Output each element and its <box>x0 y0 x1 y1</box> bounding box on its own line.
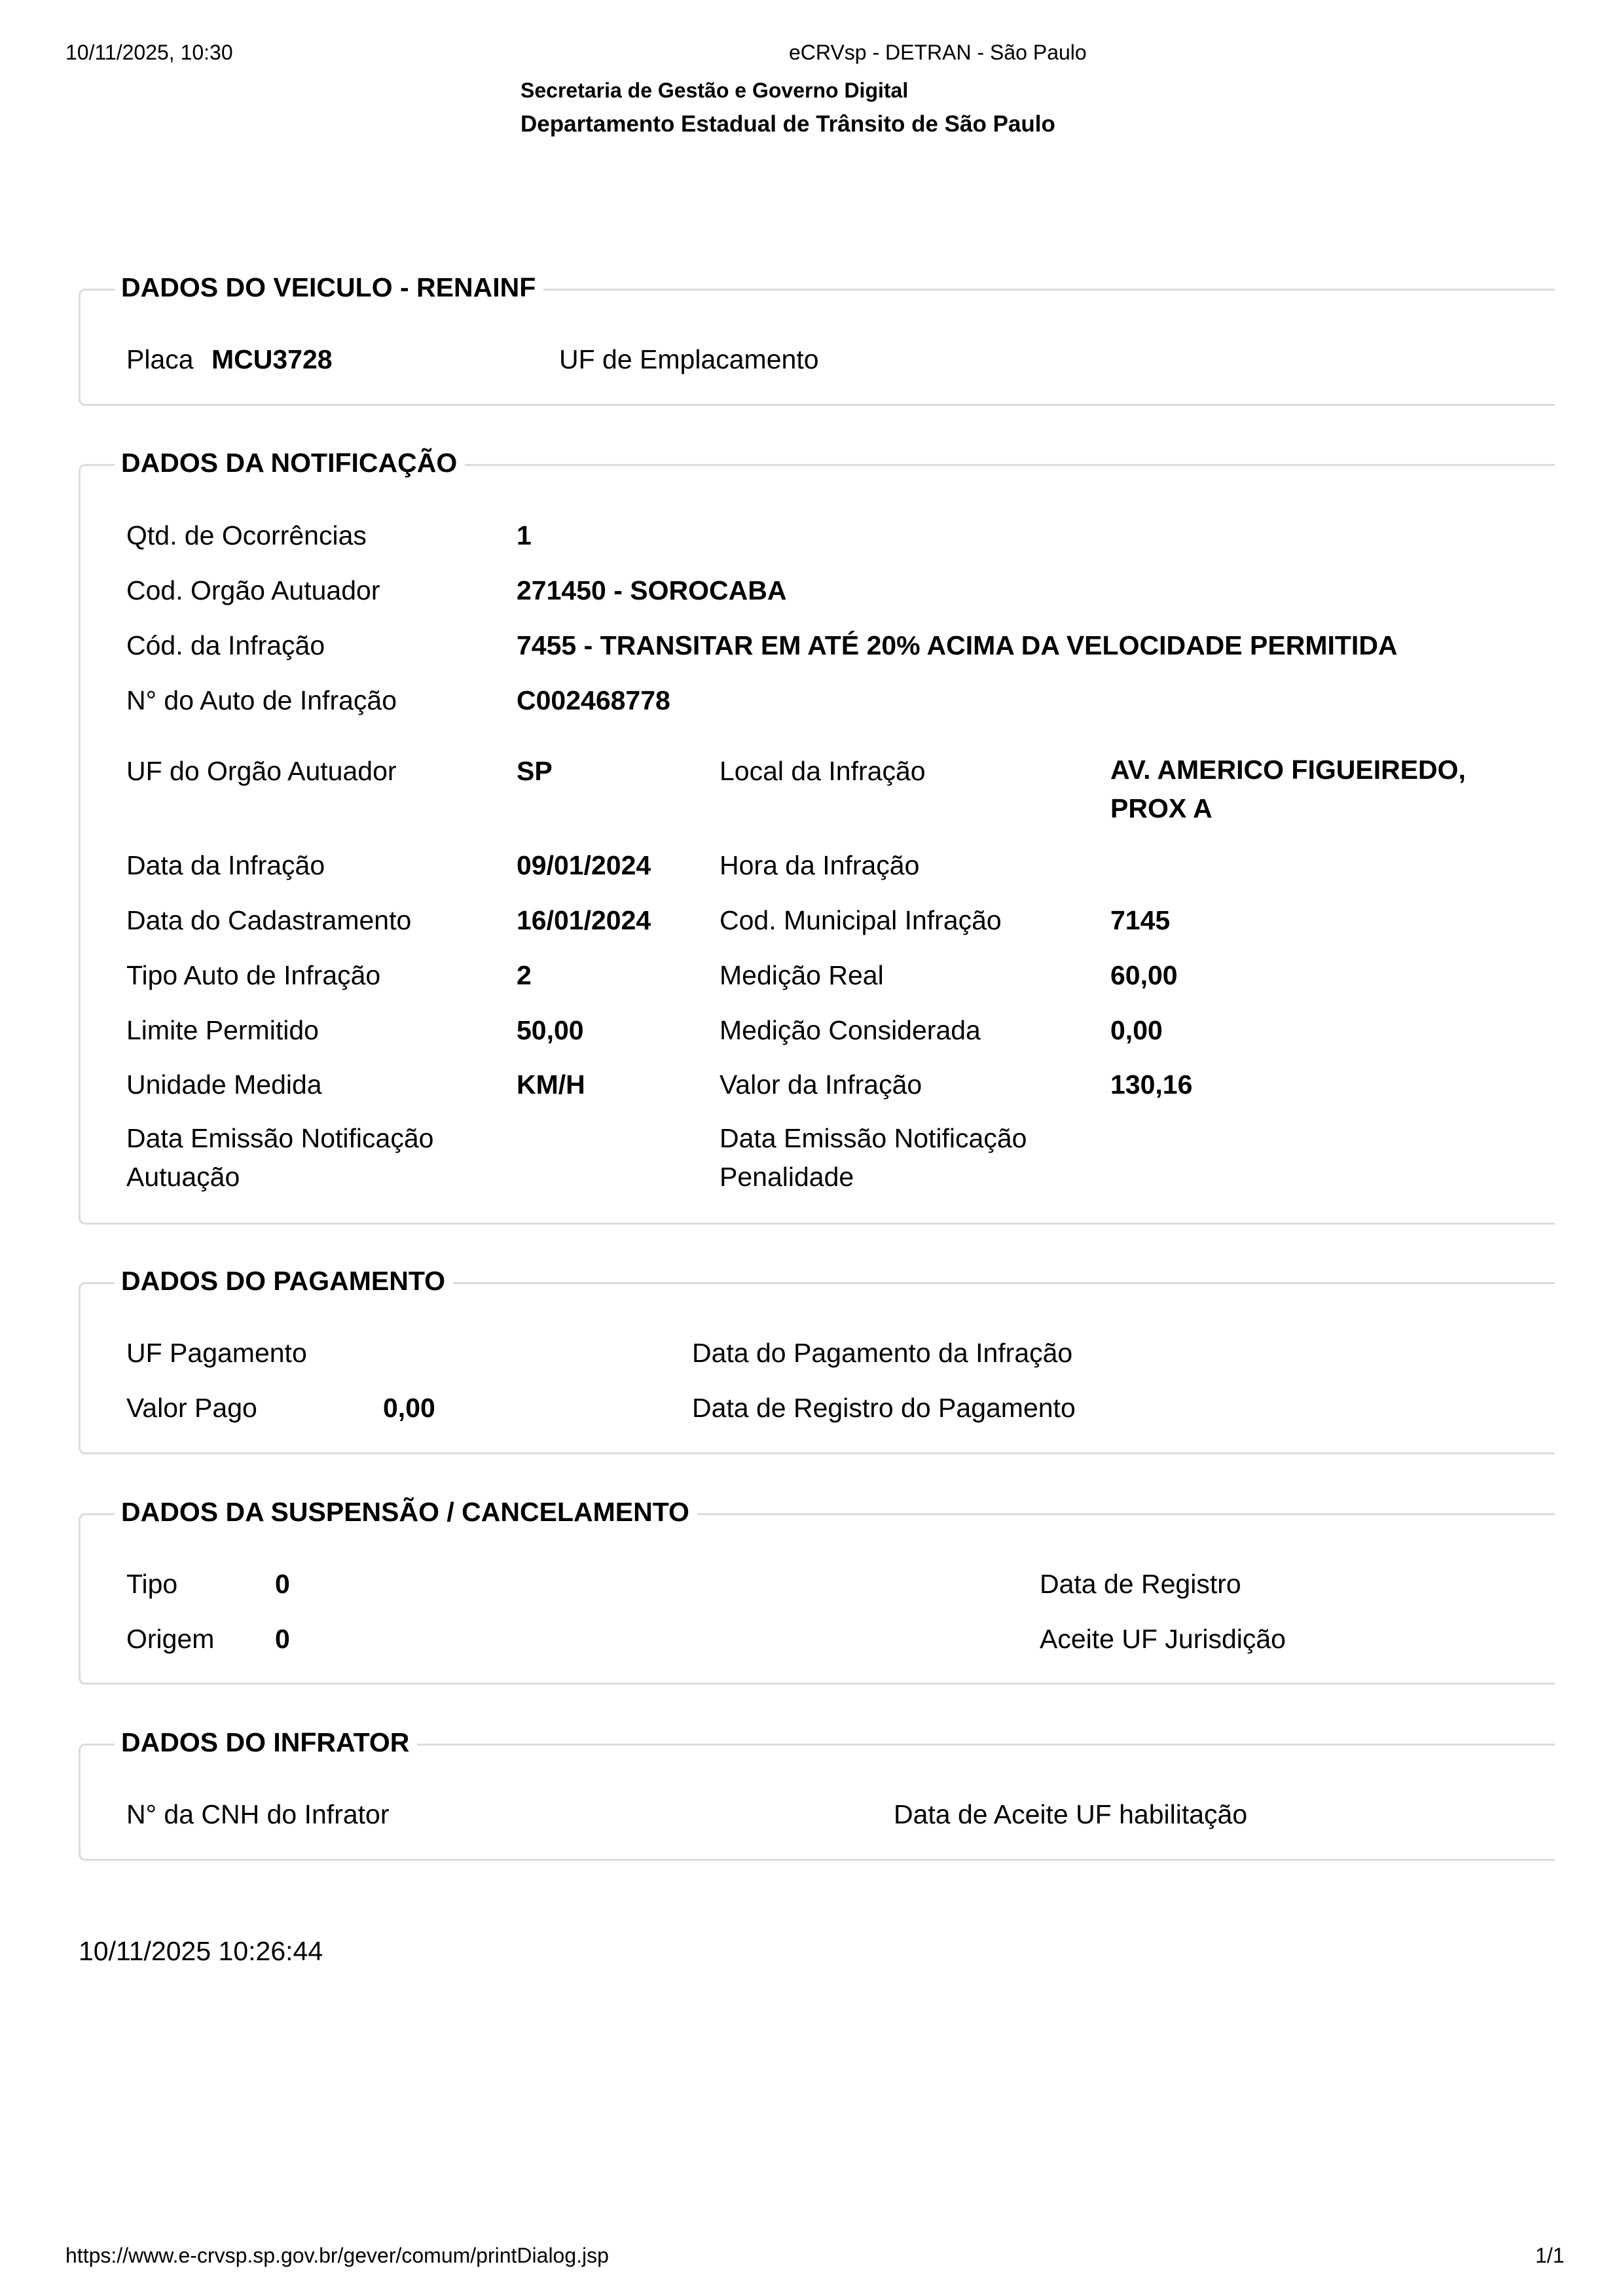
limite-permitido-value: 50,00 <box>517 1015 584 1045</box>
org-secretaria: Secretaria de Gestão e Governo Digital <box>520 79 909 102</box>
medicao-considerada-label: Medição Considerada <box>720 1015 981 1045</box>
valor-infracao-label: Valor da Infração <box>720 1069 922 1100</box>
qtd-ocorrencias-value: 1 <box>517 520 532 550</box>
print-page-title: eCRVsp - DETRAN - São Paulo <box>789 41 1087 64</box>
uf-pagamento-label: UF Pagamento <box>126 1338 307 1368</box>
unidade-medida-label: Unidade Medida <box>126 1069 322 1100</box>
cod-municipal-value: 7145 <box>1110 905 1171 935</box>
section-infrator <box>79 1727 1555 1861</box>
origem-label: Origem <box>126 1624 215 1654</box>
local-infracao-value: AV. AMERICO FIGUEIREDO, PROX A <box>1110 755 1466 823</box>
data-pagamento-label: Data do Pagamento da Infração <box>692 1338 1073 1368</box>
placa-value: MCU3728 <box>211 344 333 374</box>
qtd-ocorrencias-label: Qtd. de Ocorrências <box>126 520 367 550</box>
uf-orgao-value: SP <box>517 756 553 786</box>
data-cadastramento-label: Data do Cadastramento <box>126 905 412 935</box>
section-notificacao <box>79 448 1555 1225</box>
print-datetime: 10/11/2025, 10:30 <box>65 41 233 64</box>
data-infracao-value: 09/01/2024 <box>517 850 651 880</box>
valor-infracao-value: 130,16 <box>1110 1069 1193 1100</box>
cnh-infrator-label: N° da CNH do Infrator <box>126 1799 390 1829</box>
data-infracao-label: Data da Infração <box>126 850 325 880</box>
local-infracao-label: Local da Infração <box>720 756 926 786</box>
print-page-number: 1/1 <box>1535 2244 1565 2267</box>
tipo-auto-label: Tipo Auto de Infração <box>126 960 381 990</box>
data-aceite-uf-habilitacao-label: Data de Aceite UF habilitação <box>894 1799 1248 1829</box>
origem-value: 0 <box>275 1624 290 1654</box>
section-suspensao <box>79 1497 1555 1685</box>
cod-orgao-label: Cod. Orgão Autuador <box>126 575 380 605</box>
valor-pago-label: Valor Pago <box>126 1393 257 1423</box>
section-title: DADOS DO VEICULO - RENAINF <box>115 272 543 303</box>
medicao-considerada-value: 0,00 <box>1110 1015 1163 1045</box>
section-title: DADOS DA NOTIFICAÇÃO <box>115 448 465 478</box>
cod-orgao-value: 271450 - SOROCABA <box>517 575 787 605</box>
uf-orgao-label: UF do Orgão Autuador <box>126 756 397 786</box>
generated-timestamp: 10/11/2025 10:26:44 <box>79 1936 323 1966</box>
section-title: DADOS DA SUSPENSÃO / CANCELAMENTO <box>115 1497 697 1528</box>
data-cadastramento-value: 16/01/2024 <box>517 905 651 935</box>
cod-municipal-label: Cod. Municipal Infração <box>720 905 1002 935</box>
section-title: DADOS DO INFRATOR <box>115 1727 417 1758</box>
section-pagamento <box>79 1266 1555 1454</box>
cod-infracao-label: Cód. da Infração <box>126 630 325 660</box>
aceite-uf-jurisdicao-label: Aceite UF Jurisdição <box>1040 1624 1286 1654</box>
medicao-real-value: 60,00 <box>1110 960 1178 990</box>
uf-emplacamento-label: UF de Emplacamento <box>559 344 819 374</box>
cod-infracao-value: 7455 - TRANSITAR EM ATÉ 20% ACIMA DA VELOCIDADE PERMITIDA <box>517 630 1398 660</box>
section-title: DADOS DO PAGAMENTO <box>115 1266 453 1297</box>
tipo-auto-value: 2 <box>517 960 532 990</box>
valor-pago-value: 0,00 <box>383 1393 435 1423</box>
auto-infracao-value: C002468778 <box>517 685 670 715</box>
tipo-label: Tipo <box>126 1569 178 1599</box>
print-url: https://www.e-crvsp.sp.gov.br/gever/comum/printDialog.jsp <box>65 2244 609 2267</box>
hora-infracao-label: Hora da Infração <box>720 850 920 880</box>
unidade-medida-value: KM/H <box>517 1069 585 1100</box>
medicao-real-label: Medição Real <box>720 960 884 990</box>
section-veiculo <box>79 272 1555 406</box>
org-detran: Departamento Estadual de Trânsito de São Paulo <box>520 111 1055 137</box>
data-emissao-autuacao-label: Data Emissão Notificação Autuação <box>126 1123 434 1192</box>
data-registro-pagamento-label: Data de Registro do Pagamento <box>692 1393 1076 1423</box>
auto-infracao-label: N° do Auto de Infração <box>126 685 397 715</box>
tipo-value: 0 <box>275 1569 290 1599</box>
placa-label: Placa <box>126 344 194 374</box>
limite-permitido-label: Limite Permitido <box>126 1015 319 1045</box>
data-emissao-penalidade-label: Data Emissão Notificação Penalidade <box>720 1123 1027 1192</box>
data-registro-label: Data de Registro <box>1040 1569 1241 1599</box>
